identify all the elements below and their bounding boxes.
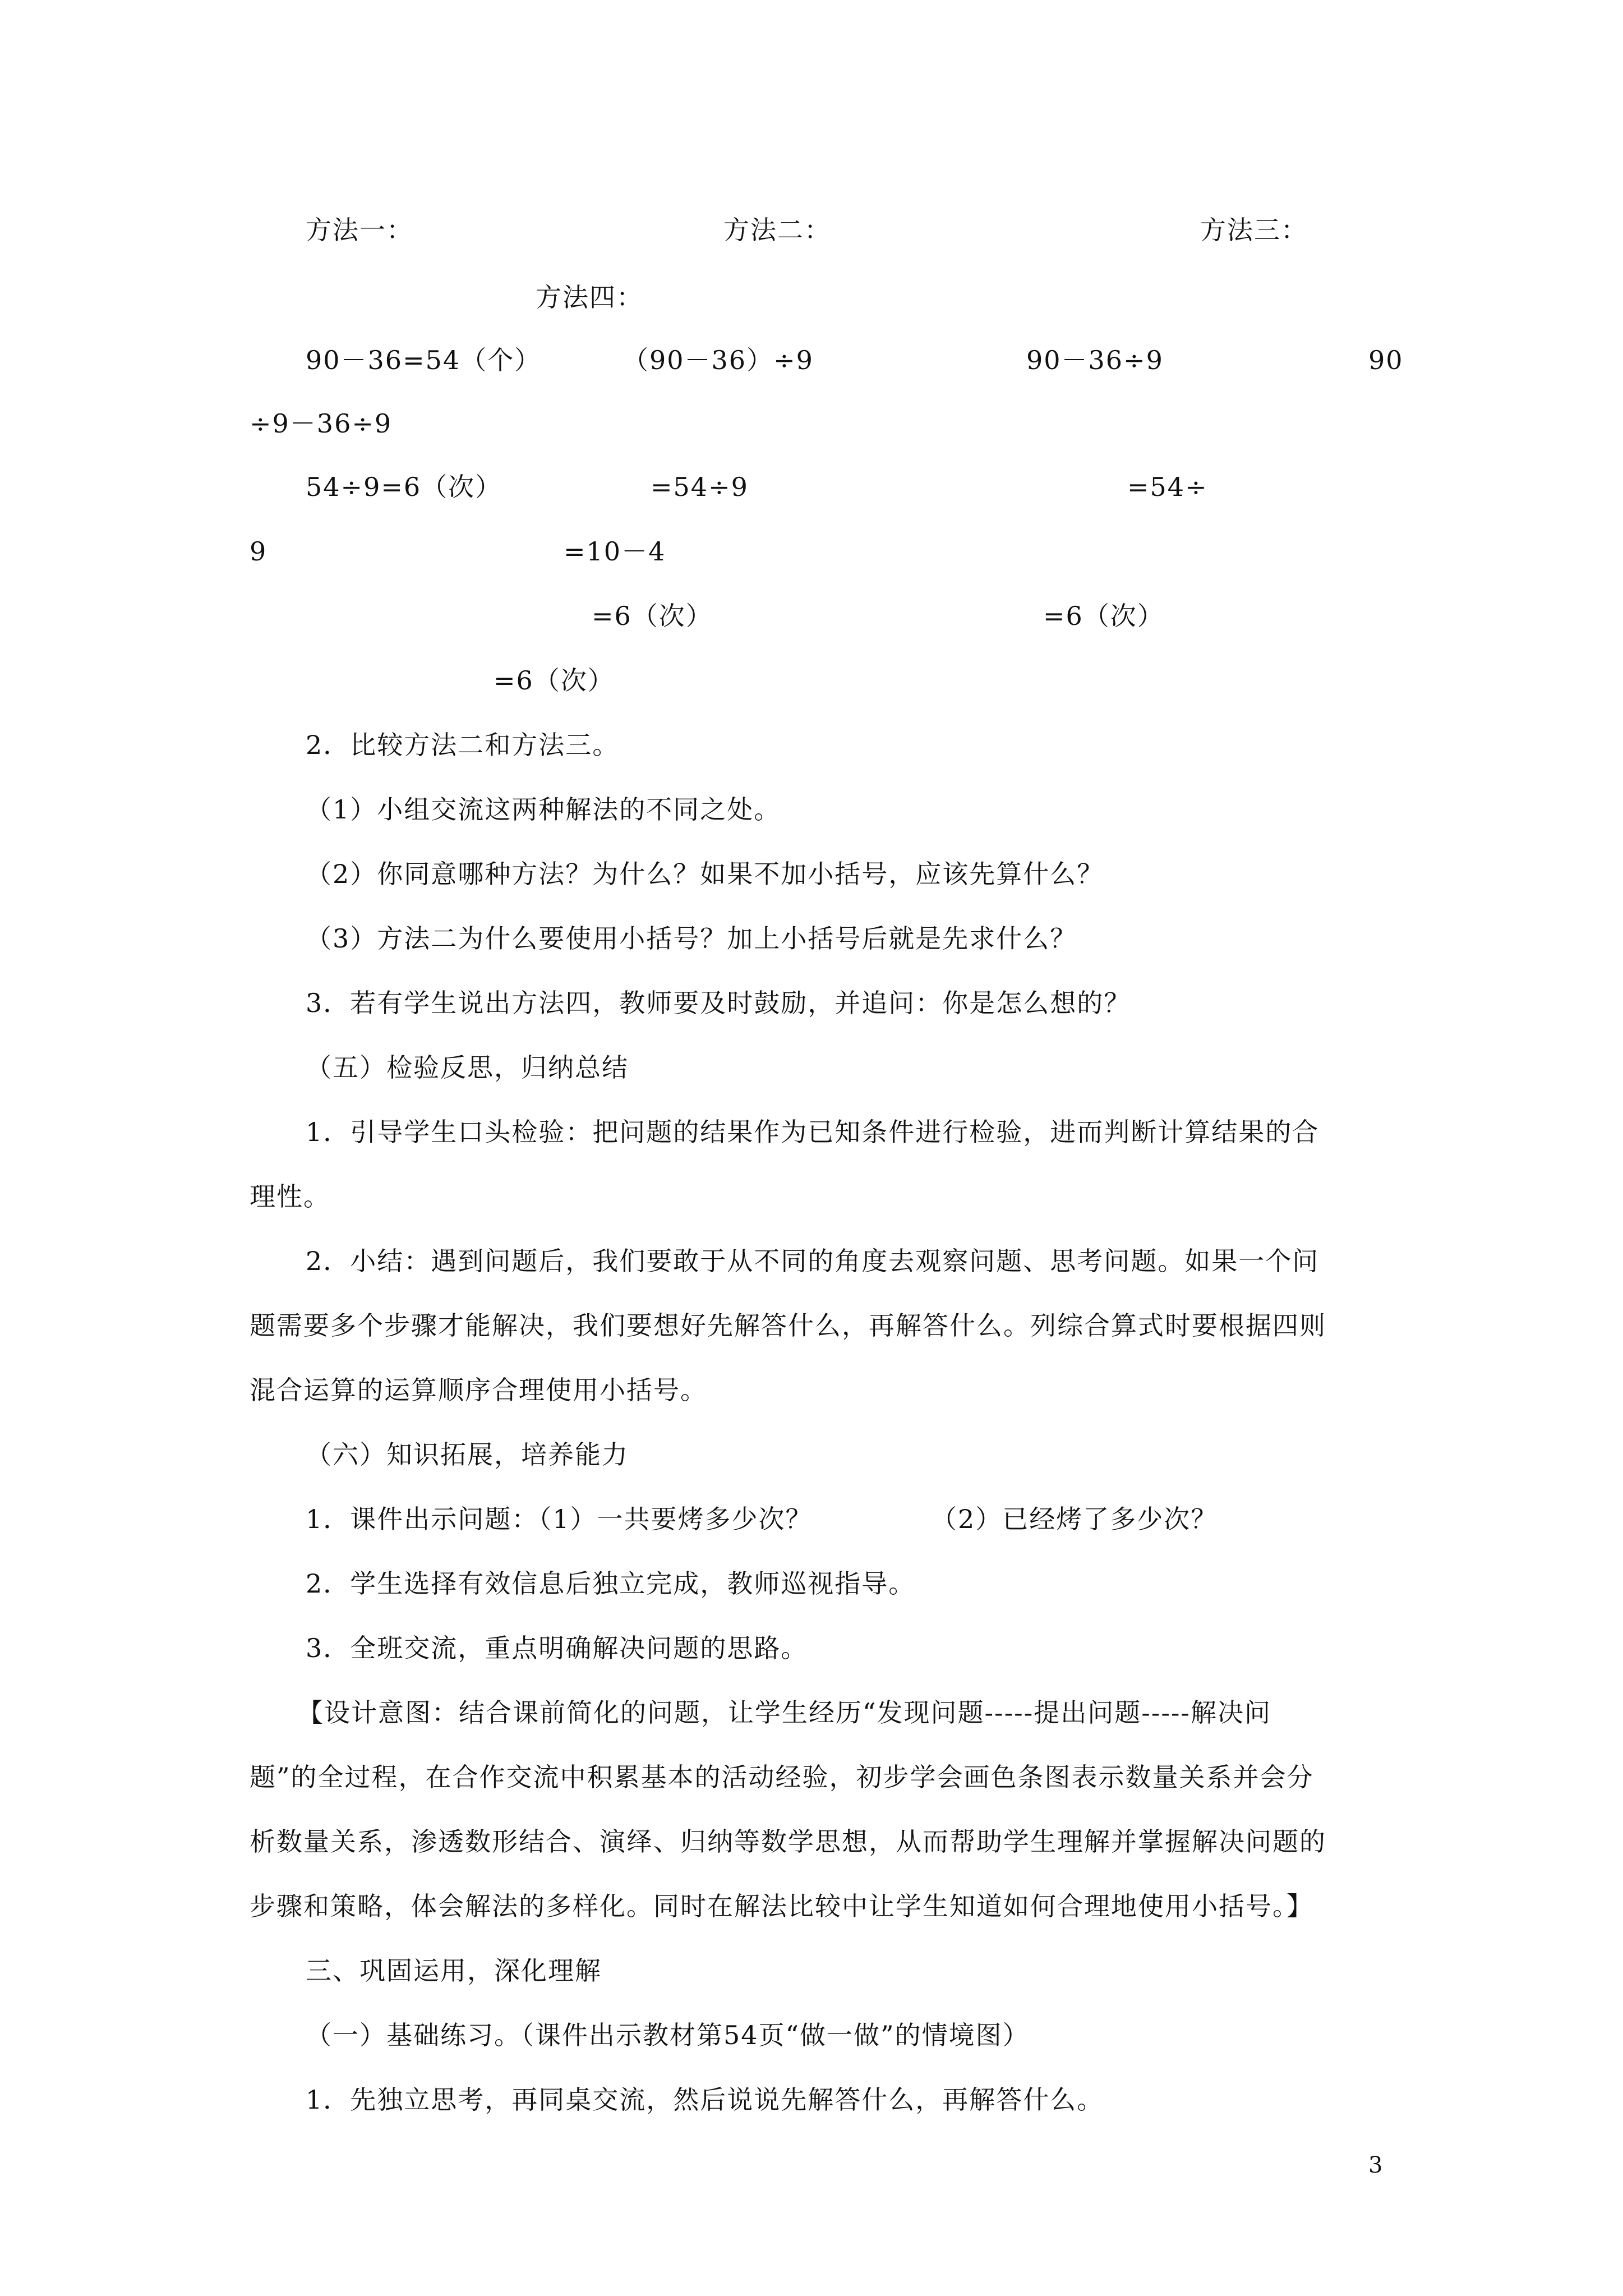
calc-line: 54÷9=6（次）: [306, 472, 502, 502]
calc-line: 90－36=54（个）: [306, 345, 542, 375]
method-four-label: 方法四：: [536, 282, 643, 312]
method-three-label: 方法三：: [1200, 215, 1308, 245]
text-line: （2）已经烤了多少次？: [931, 1504, 1218, 1534]
design-intent-line: 析数量关系，渗透数形结合、演绎、归纳等数学思想，从而帮助学生理解并掌握解决问题的: [250, 1826, 1326, 1857]
text-line: 2．学生选择有效信息后独立完成，教师巡视指导。: [306, 1568, 916, 1599]
text-line: （3）方法二为什么要使用小括号？加上小括号后就是先求什么？: [306, 923, 1077, 954]
text-line: 1．课件出示问题：（1）一共要烤多少次？: [306, 1504, 813, 1534]
text-line: 理性。: [250, 1181, 330, 1212]
text-line: （2）你同意哪种方法？为什么？如果不加小括号，应该先算什么？: [306, 859, 1104, 889]
text-line: 混合运算的运算顺序合理使用小括号。: [250, 1375, 707, 1405]
design-intent-line: 【设计意图：结合课前简化的问题，让学生经历“发现问题-----提出问题-----解决问: [297, 1697, 1271, 1728]
method-two-label: 方法二：: [723, 215, 831, 245]
text-line: 3．若有学生说出方法四，教师要及时鼓励，并追问：你是怎么想的？: [306, 988, 1131, 1018]
calc-line: =6（次）: [592, 601, 713, 631]
text-line: 3．全班交流，重点明确解决问题的思路。: [306, 1633, 808, 1663]
section-heading: （五）检验反思，归纳总结: [306, 1052, 629, 1083]
section-heading: （六）知识拓展，培养能力: [306, 1439, 629, 1470]
text-line: （1）小组交流这两种解法的不同之处。: [306, 794, 781, 825]
calc-line: =54÷: [1127, 472, 1208, 502]
calc-line: 90: [1368, 345, 1404, 375]
text-line: 2．小结：遇到问题后，我们要敢于从不同的角度去观察问题、思考问题。如果一个问: [306, 1246, 1320, 1276]
text-line: 题需要多个步骤才能解决，我们要想好先解答什么，再解答什么。列综合算式时要根据四则: [250, 1310, 1326, 1341]
text-line: 2．比较方法二和方法三。: [306, 730, 620, 760]
calc-line: 90－36÷9: [1026, 345, 1164, 375]
calc-line: ÷9－36÷9: [250, 408, 393, 439]
text-line: （一）基础练习。（课件出示教材第54页“做一做”的情境图）: [306, 2020, 1030, 2050]
page-number: 3: [1368, 2152, 1384, 2178]
calc-line: 9: [250, 536, 268, 567]
design-intent-line: 题”的全过程，在合作交流中积累基本的活动经验，初步学会画色条图表示数量关系并会分: [250, 1762, 1314, 1792]
section-heading: 三、巩固运用，深化理解: [306, 1955, 602, 1986]
calc-line: =6（次）: [1043, 601, 1164, 631]
calc-line: （90－36）÷9: [623, 345, 814, 375]
calc-line: =6（次）: [494, 665, 615, 696]
calc-line: =54÷9: [651, 472, 749, 502]
text-line: 1．先独立思考，再同桌交流，然后说说先解答什么，再解答什么。: [306, 2085, 1104, 2115]
text-line: 1．引导学生口头检验：把问题的结果作为已知条件进行检验，进而判断计算结果的合: [306, 1117, 1320, 1147]
calc-line: =10－4: [564, 536, 666, 567]
design-intent-line: 步骤和策略，体会解法的多样化。同时在解法比较中让学生知道如何合理地使用小括号。】: [250, 1891, 1313, 1921]
method-one-label: 方法一：: [306, 215, 413, 245]
